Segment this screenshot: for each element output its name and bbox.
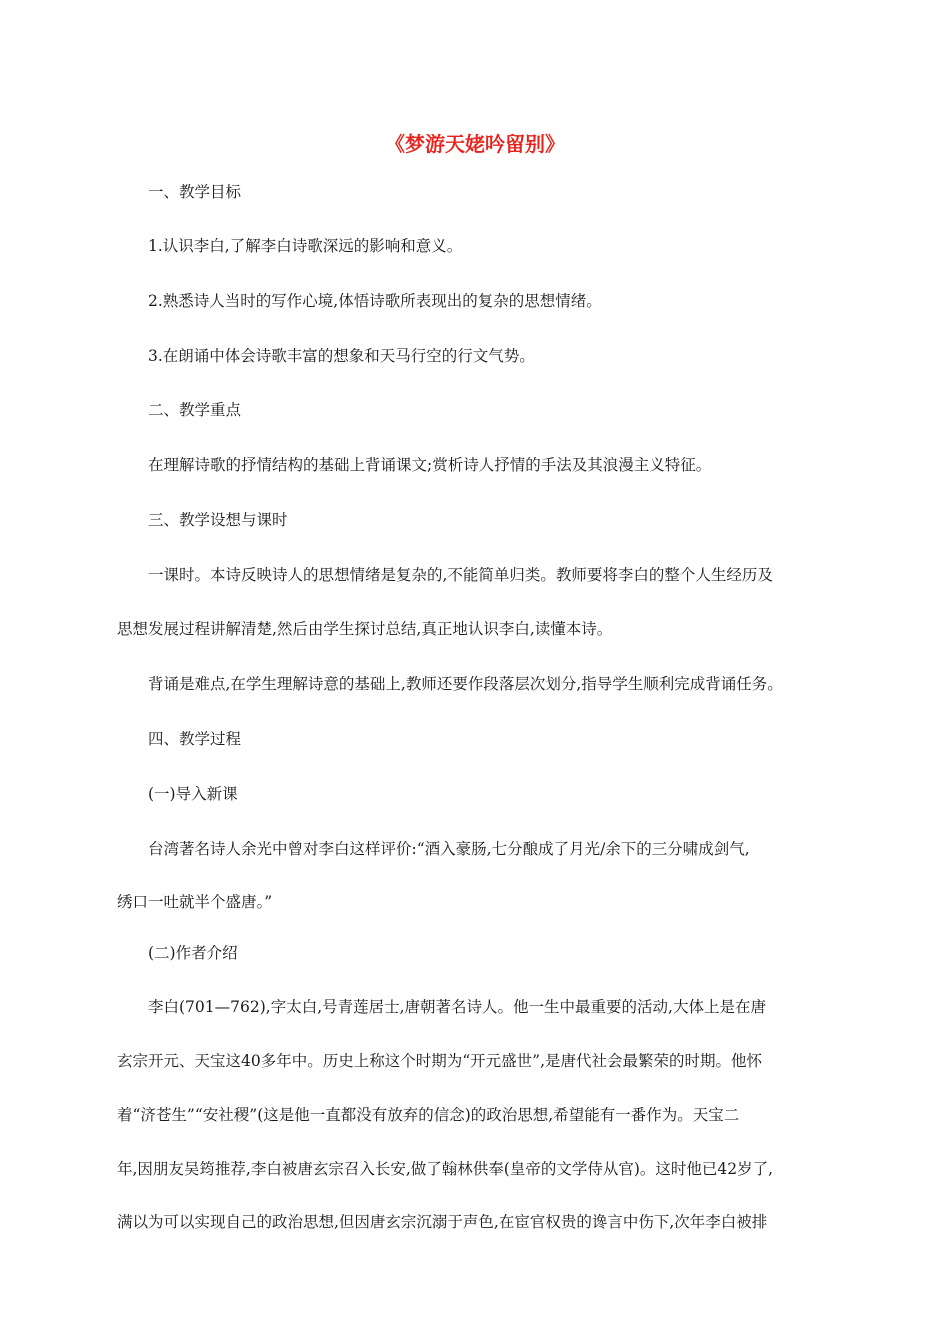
design-paragraph-2: 背诵是难点,在学生理解诗意的基础上,教师还要作段落层次划分,指导学生顺利完成背诵任务。 xyxy=(148,675,783,693)
author-paragraph-line-3: 着“济苍生”“安社稷”(这是他一直都没有放弃的信念)的政治思想,希望能有一番作为。天宝二 xyxy=(117,1106,740,1124)
objective-item-1: 1.认识李白,了解李白诗歌深远的影响和意义。 xyxy=(148,237,463,255)
author-paragraph-line-4: 年,因朋友吴筠推荐,李白被唐玄宗召入长安,做了翰林供奉(皇帝的文学侍从官)。这时他已42岁了, xyxy=(117,1160,774,1178)
objective-item-2: 2.熟悉诗人当时的写作心境,体悟诗歌所表现出的复杂的思想情绪。 xyxy=(148,292,602,310)
section-heading-process: 四、教学过程 xyxy=(148,730,242,748)
author-paragraph-line-5: 满以为可以实现自己的政治思想,但因唐玄宗沉溺于声色,在宦官权贵的谗言中伤下,次年李白被排 xyxy=(117,1213,768,1231)
design-paragraph-line-2: 思想发展过程讲解清楚,然后由学生探讨总结,真正地认识李白,读懂本诗。 xyxy=(117,620,613,638)
section-heading-objectives: 一、教学目标 xyxy=(148,183,242,201)
design-paragraph-line-1: 一课时。本诗反映诗人的思想情绪是复杂的,不能简单归类。教师要将李白的整个人生经历及 xyxy=(148,566,773,584)
document-title: 《梦游天姥吟留别》 xyxy=(385,132,565,156)
subheading-author: (二)作者介绍 xyxy=(148,944,238,962)
section-heading-design: 三、教学设想与课时 xyxy=(148,511,288,529)
key-points-text: 在理解诗歌的抒情结构的基础上背诵课文;赏析诗人抒情的手法及其浪漫主义特征。 xyxy=(148,456,712,474)
objective-item-3: 3.在朗诵中体会诗歌丰富的想象和天马行空的行文气势。 xyxy=(148,347,535,365)
introduction-line-1: 台湾著名诗人余光中曾对李白这样评价:“酒入豪肠,七分酿成了月光/余下的三分啸成剑气, xyxy=(148,840,750,858)
section-heading-key-points: 二、教学重点 xyxy=(148,401,242,419)
introduction-line-2: 绣口一吐就半个盛唐。” xyxy=(117,893,273,911)
author-paragraph-line-1: 李白(701—762),字太白,号青莲居士,唐朝著名诗人。他一生中最重要的活动,大体上是在唐 xyxy=(148,998,766,1016)
author-paragraph-line-2: 玄宗开元、天宝这40多年中。历史上称这个时期为“开元盛世”,是唐代社会最繁荣的时期。他怀 xyxy=(117,1052,763,1070)
subheading-introduction: (一)导入新课 xyxy=(148,785,238,803)
